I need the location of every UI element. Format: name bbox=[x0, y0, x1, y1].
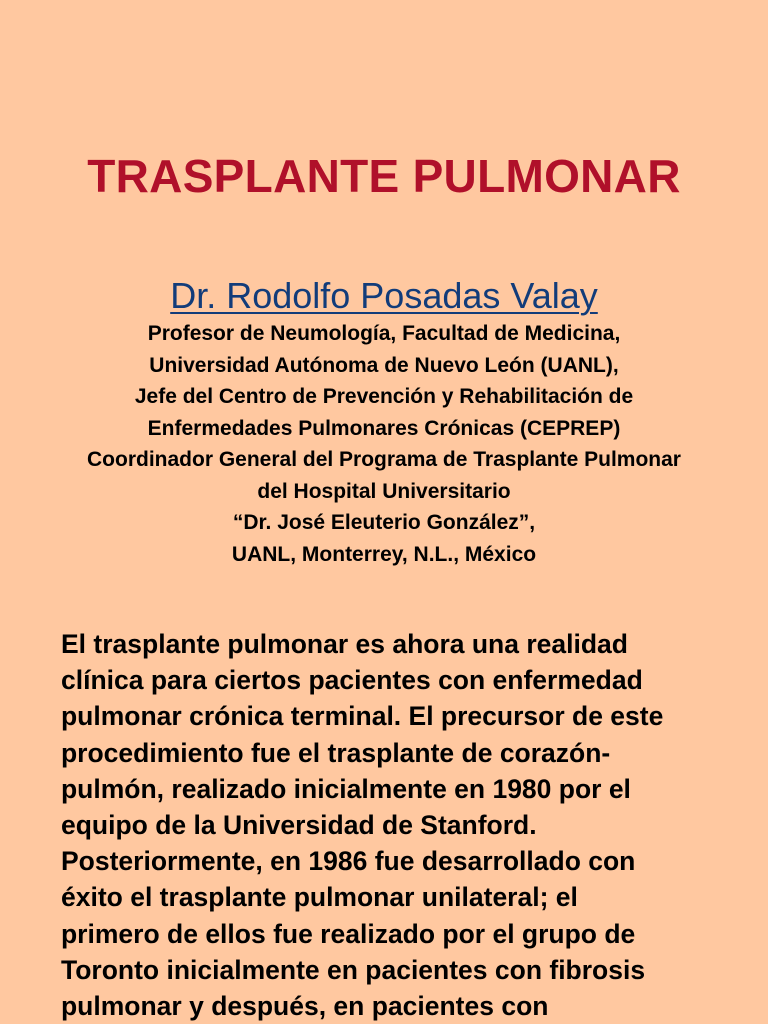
author-name bbox=[0, 274, 768, 318]
affiliation-line: UANL, Monterrey, N.L., México bbox=[231, 542, 537, 566]
body-line: clínica para ciertos pacientes con enfermedad bbox=[61, 665, 643, 696]
body-line: pulmonar crónica terminal. El precursor de este bbox=[61, 701, 664, 732]
body-line: equipo de la Universidad de Stanford. bbox=[61, 810, 537, 841]
body-paragraph bbox=[61, 626, 741, 1024]
affiliation-line: Coordinador General del Programa de Trasplante Pulmonar bbox=[87, 448, 681, 471]
body-line: primero de ellos fue realizado por el grupo de bbox=[61, 918, 636, 949]
affiliation-line: Universidad Autónoma de Nuevo León (UANL), bbox=[149, 353, 619, 377]
document-title: TRASPLANTE PULMONAR bbox=[87, 150, 681, 202]
affiliation-line: del Hospital Universitario bbox=[257, 479, 511, 503]
body-line: pulmonar y después, en pacientes con bbox=[61, 991, 549, 1022]
body-line: Toronto inicialmente en pacientes con fibrosis bbox=[61, 954, 646, 985]
body-line: pulmón, realizado inicialmente en 1980 por el bbox=[61, 773, 631, 804]
body-line: éxito el trasplante pulmonar unilateral; el bbox=[61, 882, 578, 913]
body-line: procedimiento fue el trasplante de corazón- bbox=[61, 737, 611, 768]
author-affiliation bbox=[0, 318, 768, 570]
affiliation-line: Jefe del Centro de Prevención y Rehabilitación de bbox=[134, 385, 634, 408]
body-line: El trasplante pulmonar es ahora una realidad bbox=[61, 629, 628, 659]
affiliation-line: Enfermedades Pulmonares Crónicas (CEPREP) bbox=[147, 416, 621, 440]
author-name-text: Dr. Rodolfo Posadas Valay bbox=[170, 275, 598, 316]
body-line: Posteriormente, en 1986 fue desarrollado con bbox=[61, 846, 636, 877]
affiliation-line: Profesor de Neumología, Facultad de Medicina, bbox=[147, 322, 621, 345]
affiliation-line: “Dr. José Eleuterio González”, bbox=[232, 511, 536, 534]
